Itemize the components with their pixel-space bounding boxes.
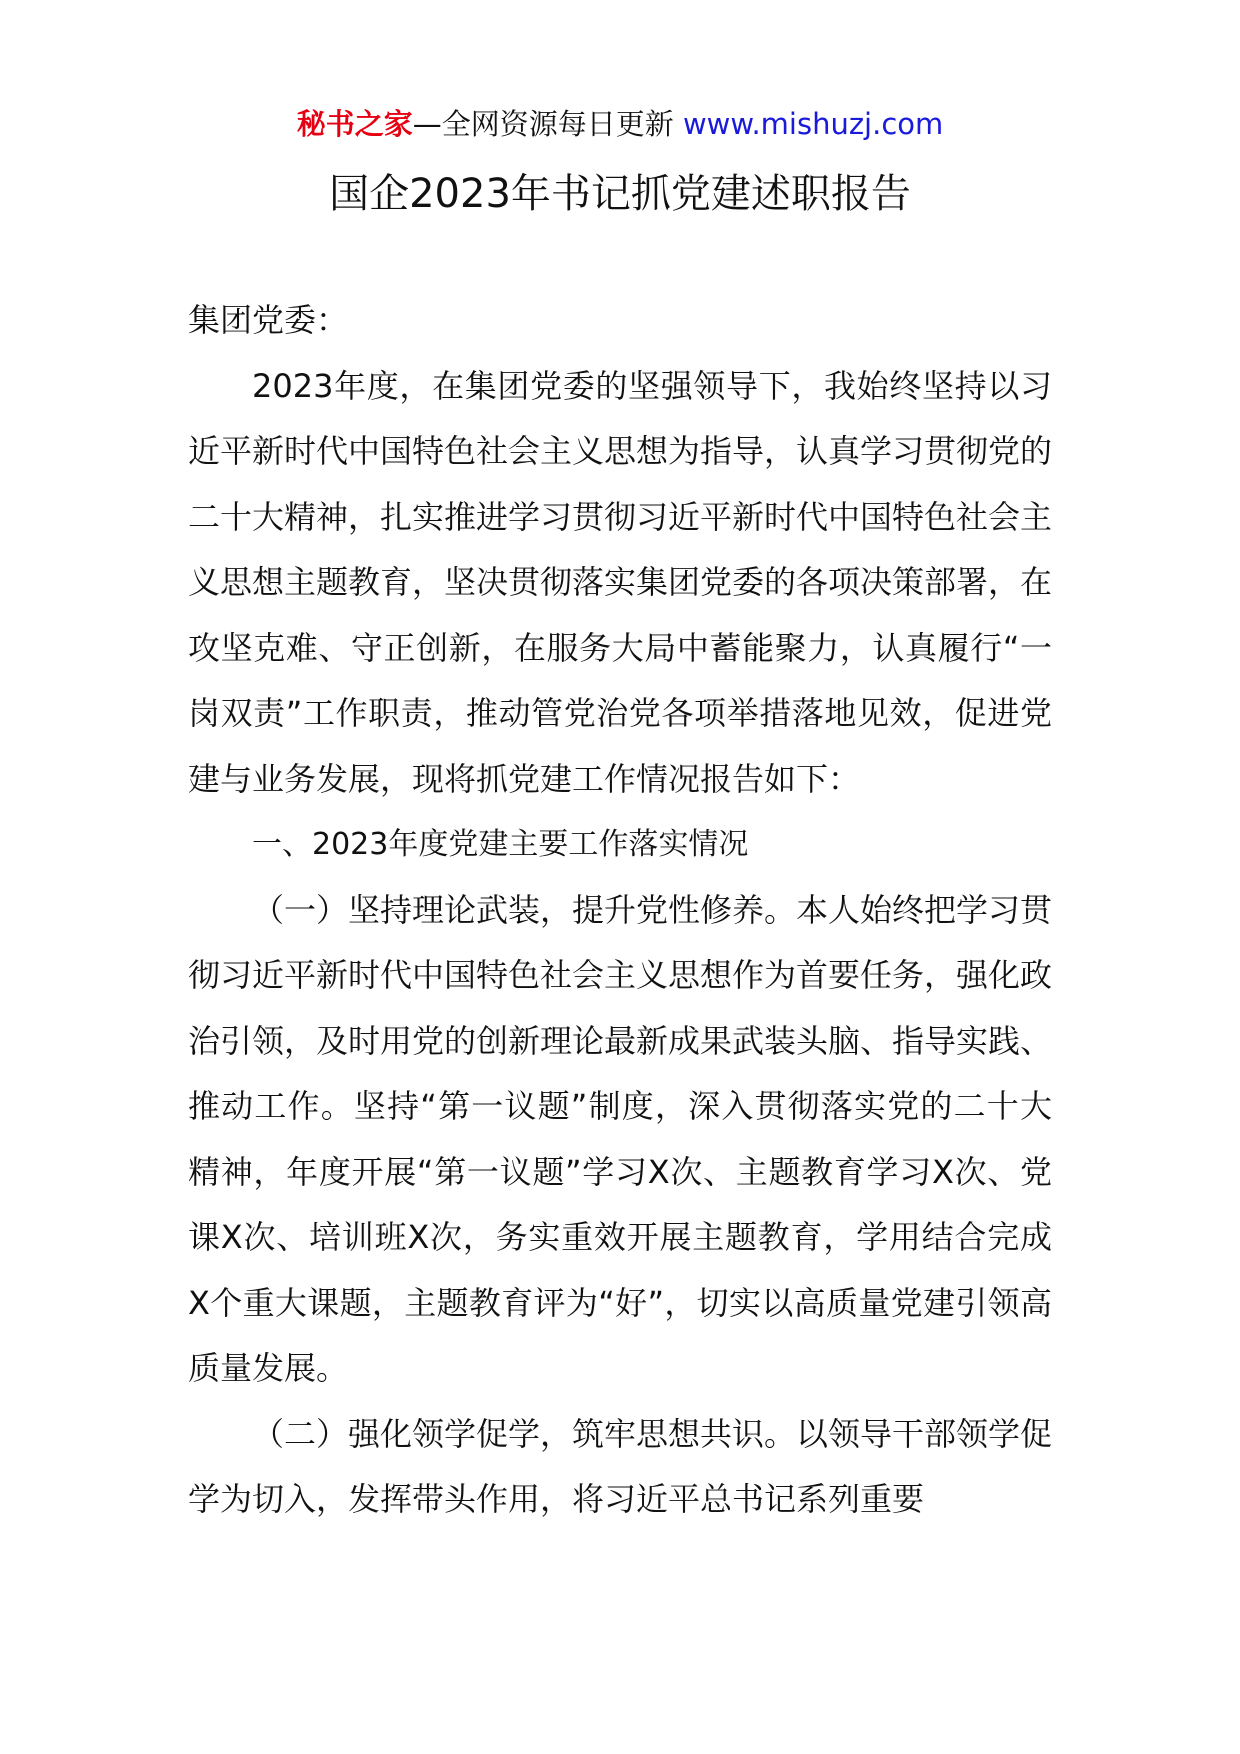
brand-slogan: —全网资源每日更新 [412, 107, 683, 141]
section-heading: 一、2023年度党建主要工作落实情况 [252, 827, 749, 862]
paragraph-theory: （一）坚持理论武装，提升党性修养。本人始终把学习贯彻习近平新时代中国特色社会主义思想作为首要任务，强化政治引领，及时用党的创新理论最新成果武装头脑、指导实践、推动工作。坚持“第一议题”制度，深入贯彻落实党的二十大精神，年度开展“第一议题”学习X次、主题教育学习X次、党课X次、培训班X次，务实重效开展主题教育，学用结合完成X个重大课题，主题教育评为“好”，切实以高质量党建引领高质量发展。 [188, 890, 1053, 1387]
brand-name: 秘书之家 [296, 107, 413, 141]
salutation: 集团党委： [188, 301, 349, 339]
document-body [188, 288, 1052, 1533]
paragraph-study: （二）强化领学促学，筑牢思想共识。以领导干部领学促学为切入，发挥带头作用，将习近平总书记系列重要 [188, 1414, 1053, 1518]
site-url[interactable]: www.mishuzj.com [682, 107, 944, 141]
document-title: 国企2023年书记抓党建述职报告 [329, 171, 911, 217]
paragraph-intro: 2023年度，在集团党委的坚强领导下，我始终坚持以习近平新时代中国特色社会主义思想为指导，认真学习贯彻党的二十大精神，扎实推进学习贯彻习近平新时代中国特色社会主义思想主题教育，坚决贯彻落实集团党委的各项决策部署，在攻坚克难、守正创新，在服务大局中蓄能聚力，认真履行“一岗双责”工作职责，推动管党治党各项举措落地见效，促进党建与业务发展，现将抓党建工作情况报告如下： [188, 366, 1053, 798]
watermark-banner [0, 104, 1240, 144]
